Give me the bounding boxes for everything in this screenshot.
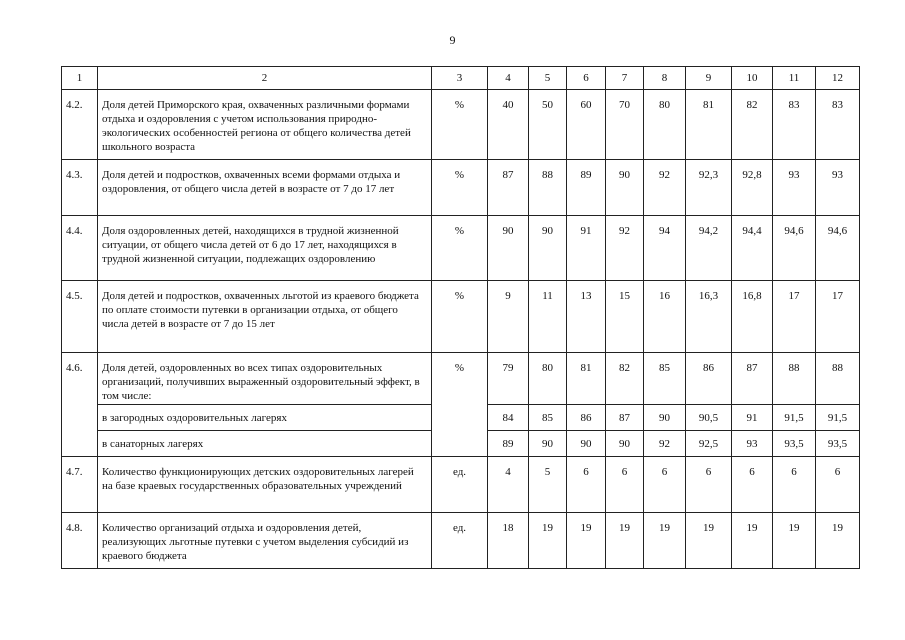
value-cell: 6 (816, 457, 860, 513)
value-cell: 19 (567, 513, 606, 569)
indicator-name: Количество функционирующих детских оздоровительных лагерей на базе краевых государственных образовательных учреждений (98, 457, 432, 513)
value-cell: 91 (567, 216, 606, 281)
value-cell: 18 (488, 513, 529, 569)
column-header: 6 (567, 67, 606, 90)
value-cell: 11 (529, 281, 567, 353)
value-cell: 19 (816, 513, 860, 569)
value-cell: 93 (816, 160, 860, 216)
unit-cell: % (432, 160, 488, 216)
value-cell: 83 (773, 90, 816, 160)
value-cell: 19 (732, 513, 773, 569)
value-cell: 16,3 (686, 281, 732, 353)
value-cell: 87 (606, 405, 644, 431)
table-row (62, 281, 860, 353)
value-cell: 87 (732, 353, 773, 405)
unit-cell: % (432, 281, 488, 353)
column-header: 1 (62, 67, 98, 90)
row-number: 4.7. (62, 457, 98, 513)
value-cell: 91 (732, 405, 773, 431)
value-cell: 4 (488, 457, 529, 513)
value-cell: 92,8 (732, 160, 773, 216)
value-cell: 6 (686, 457, 732, 513)
value-cell: 17 (773, 281, 816, 353)
table-row (62, 353, 860, 405)
value-cell: 19 (529, 513, 567, 569)
value-cell: 60 (567, 90, 606, 160)
value-cell: 6 (644, 457, 686, 513)
value-cell: 5 (529, 457, 567, 513)
row-number: 4.6. (62, 353, 98, 457)
row-number: 4.2. (62, 90, 98, 160)
value-cell: 88 (773, 353, 816, 405)
value-cell: 94,4 (732, 216, 773, 281)
value-cell: 93 (732, 431, 773, 457)
value-cell: 93,5 (773, 431, 816, 457)
value-cell: 83 (816, 90, 860, 160)
value-cell: 15 (606, 281, 644, 353)
value-cell: 90,5 (686, 405, 732, 431)
value-cell: 94 (644, 216, 686, 281)
value-cell: 92,5 (686, 431, 732, 457)
value-cell: 86 (567, 405, 606, 431)
unit-cell: % (432, 216, 488, 281)
value-cell: 90 (644, 405, 686, 431)
value-cell: 89 (567, 160, 606, 216)
value-cell: 80 (644, 90, 686, 160)
column-header: 7 (606, 67, 644, 90)
column-header: 8 (644, 67, 686, 90)
row-number: 4.5. (62, 281, 98, 353)
value-cell: 92 (606, 216, 644, 281)
value-cell: 90 (606, 160, 644, 216)
value-cell: 94,2 (686, 216, 732, 281)
indicator-name: Количество организаций отдыха и оздоровления детей, реализующих льготные путевки с учетом выделения субсидий из краевого бюджета (98, 513, 432, 569)
row-number: 4.8. (62, 513, 98, 569)
row-number: 4.3. (62, 160, 98, 216)
table-body (62, 90, 860, 569)
column-header: 9 (686, 67, 732, 90)
value-cell: 90 (567, 431, 606, 457)
column-header: 10 (732, 67, 773, 90)
value-cell: 89 (488, 431, 529, 457)
table-row (62, 216, 860, 281)
value-cell: 6 (567, 457, 606, 513)
value-cell: 50 (529, 90, 567, 160)
value-cell: 92,3 (686, 160, 732, 216)
value-cell: 92 (644, 431, 686, 457)
column-header: 12 (816, 67, 860, 90)
value-cell: 13 (567, 281, 606, 353)
page-number: 9 (449, 33, 456, 47)
value-cell: 87 (488, 160, 529, 216)
unit-cell: ед. (432, 513, 488, 569)
value-cell: 88 (816, 353, 860, 405)
value-cell: 79 (488, 353, 529, 405)
unit-cell: % (432, 90, 488, 160)
value-cell: 16,8 (732, 281, 773, 353)
value-cell: 92 (644, 160, 686, 216)
value-cell: 94,6 (816, 216, 860, 281)
column-header: 3 (432, 67, 488, 90)
value-cell: 70 (606, 90, 644, 160)
value-cell: 19 (644, 513, 686, 569)
value-cell: 19 (686, 513, 732, 569)
indicator-name: Доля детей и подростков, охваченных всеми формами отдыха и оздоровления, от общего числа детей в возрасте от 7 до 17 лет (98, 160, 432, 216)
subindicator-name: в загородных оздоровительных лагерях (98, 405, 432, 431)
value-cell: 90 (488, 216, 529, 281)
value-cell: 80 (529, 353, 567, 405)
row-number: 4.4. (62, 216, 98, 281)
value-cell: 94,6 (773, 216, 816, 281)
value-cell: 91,5 (773, 405, 816, 431)
value-cell: 90 (529, 431, 567, 457)
column-header: 2 (98, 67, 432, 90)
value-cell: 88 (529, 160, 567, 216)
indicator-name: Доля детей, оздоровленных во всех типах оздоровительных организаций, получивших выраженный оздоровительный эффект, в том числе: (98, 353, 432, 405)
value-cell: 9 (488, 281, 529, 353)
value-cell: 6 (773, 457, 816, 513)
value-cell: 91,5 (816, 405, 860, 431)
value-cell: 93 (773, 160, 816, 216)
value-cell: 90 (529, 216, 567, 281)
indicator-name: Доля детей и подростков, охваченных льготой из краевого бюджета по оплате стоимости путевки в организации отдыха, от общего числа детей в возрасте от 7 до 15 лет (98, 281, 432, 353)
value-cell: 93,5 (816, 431, 860, 457)
column-header: 11 (773, 67, 816, 90)
value-cell: 82 (606, 353, 644, 405)
subindicator-name: в санаторных лагерях (98, 431, 432, 457)
value-cell: 17 (816, 281, 860, 353)
value-cell: 82 (732, 90, 773, 160)
unit-cell: % (432, 353, 488, 457)
column-header: 4 (488, 67, 529, 90)
value-cell: 90 (606, 431, 644, 457)
value-cell: 84 (488, 405, 529, 431)
unit-cell: ед. (432, 457, 488, 513)
value-cell: 40 (488, 90, 529, 160)
table-row (62, 90, 860, 160)
value-cell: 19 (606, 513, 644, 569)
indicator-name: Доля оздоровленных детей, находящихся в трудной жизненной ситуации, от общего числа детей от 6 до 17 лет, находящихся в трудной жизненной ситуации, подлежащих оздоровлению (98, 216, 432, 281)
table-row (62, 457, 860, 513)
indicator-name: Доля детей Приморского края, охваченных различными формами отдыха и оздоровления с учетом использования природно-экологических особенностей региона от общего количества детей школьного возраста (98, 90, 432, 160)
value-cell: 85 (529, 405, 567, 431)
value-cell: 86 (686, 353, 732, 405)
value-cell: 81 (567, 353, 606, 405)
value-cell: 6 (606, 457, 644, 513)
indicators-table (61, 66, 860, 569)
table-row (62, 160, 860, 216)
column-header: 5 (529, 67, 567, 90)
value-cell: 85 (644, 353, 686, 405)
value-cell: 81 (686, 90, 732, 160)
value-cell: 16 (644, 281, 686, 353)
value-cell: 19 (773, 513, 816, 569)
value-cell: 6 (732, 457, 773, 513)
header-row (62, 67, 860, 90)
table-row (62, 513, 860, 569)
